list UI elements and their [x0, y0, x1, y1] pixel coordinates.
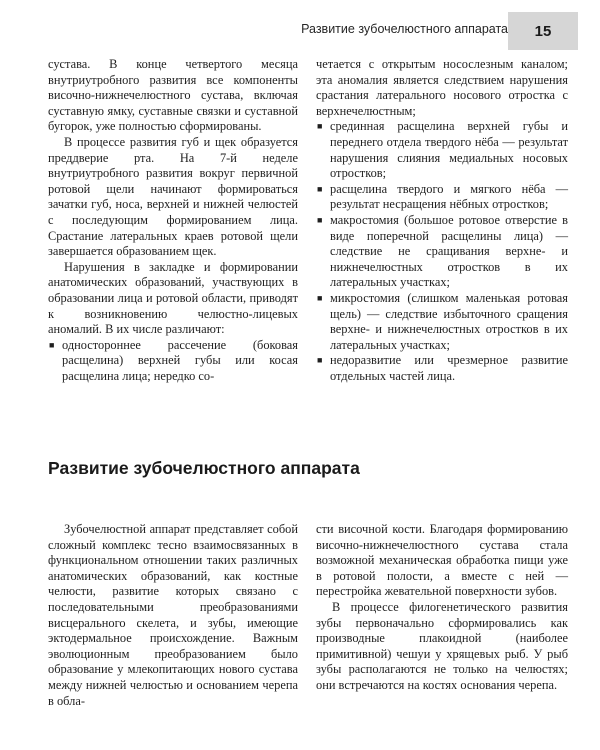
- section-heading: Развитие зубочелюстного аппарата: [48, 458, 360, 478]
- page-number: 15: [534, 23, 552, 40]
- list-item: [316, 291, 568, 353]
- list-item-text: микростомия (слишком маленькая ротовая щель) — следствие избыточного сращения верхне- и нижнечелюстных отростков в их латеральных участках;: [330, 290, 568, 352]
- bullet-icon: ■: [317, 355, 323, 366]
- bottom-right-column: [316, 522, 568, 694]
- list-item: [48, 338, 298, 385]
- list-item-text: срединная расщелина верхней губы и переднего отдела твердого нёба — результат нарушения слияния медиальных носовых отростков;: [330, 119, 568, 181]
- running-header-title: Развитие зубочелюстного аппарата: [301, 22, 508, 36]
- anomaly-list: [316, 119, 568, 384]
- list-item-text: недоразвитие или чрезмерное развитие отдельных частей лица.: [330, 353, 568, 383]
- list-item: [316, 182, 568, 213]
- list-item: [316, 119, 568, 181]
- list-item-text: одностороннее рассечение (боковая расщелина) верхней губы или косая расщелина лица; нередко со-: [62, 337, 298, 383]
- paragraph: сустава. В конце четвертого месяца внутриутробного развития все компоненты височно-нижнечелюстного сустава, включая суставную ямку, суставные связки и суставной бугорок, уже полностью сформированы.: [48, 57, 298, 134]
- paragraph: Зубочелюстной аппарат представляет собой сложный комплекс тесно взаимосвязанных в функциональном отношении таких различных анатомических образований, как костные челюсти, развитие которых связано с последовательными преобразованиями висцерального скелета, и зубы, имеющие эктодермальное происхождение. Важным эволюционным преобразованием было образование у млекопитающих нового сустава между нижней челюстью и основанием черепа в обла-: [48, 522, 298, 708]
- paragraph: В процессе филогенетического развития зубы первоначально сформировались как производные плакоидной (наиболее примитивной) чешуи у хрящевых рыб. У рыб зубы располагаются не только на челюстях; они встречаются на костях основания черепа.: [316, 599, 568, 692]
- paragraph: Нарушения в закладке и формировании анатомических образований, участвующих в образовании лица и ротовой области, приводят к возникновению челюстно-лицевых аномалий. В их числе различают:: [48, 259, 298, 337]
- list-item-text: расщелина твердого и мягкого нёба — результат несращения нёбных отростков;: [330, 181, 568, 212]
- top-right-column: [316, 57, 568, 384]
- paragraph: сти височной кости. Благодаря формированию височно-нижнечелюстного сустава стала возможной механическая обработка пищи уже в ротовой полости, а вместе с ней — перестройка жевательной поверхности зубов.: [316, 522, 568, 599]
- page-number-box: [508, 12, 578, 50]
- top-left-column: [48, 57, 298, 384]
- bullet-icon: ■: [317, 214, 323, 225]
- bottom-left-column: [48, 522, 298, 709]
- bullet-icon: ■: [317, 121, 323, 132]
- list-item-text: макростомия (большое ротовое отверстие в виде поперечной расщелины лица) — следствие не сращивания верхне- и нижнечелюстных отростков в их латеральных участках;: [330, 212, 568, 290]
- bullet-icon: ■: [317, 183, 323, 194]
- list-item: [316, 213, 568, 291]
- bullet-icon: ■: [49, 339, 55, 350]
- list-item: [316, 353, 568, 384]
- paragraph: В процессе развития губ и щек образуется преддверие рта. На 7-й неделе внутриутробного развития вокруг первичной ротовой щели начинают формироваться зачатки губ, носа, верхней и нижней челюстей с последующим формированием лица. Срастание латеральных краев ротовой щели завершается образованием щек.: [48, 134, 298, 259]
- bullet-icon: ■: [317, 292, 323, 303]
- anomaly-list: [48, 338, 298, 385]
- paragraph: четается с открытым носослезным каналом; эта аномалия является следствием нарушения срастания латерального носового отростка с верхнечелюстным;: [316, 57, 568, 118]
